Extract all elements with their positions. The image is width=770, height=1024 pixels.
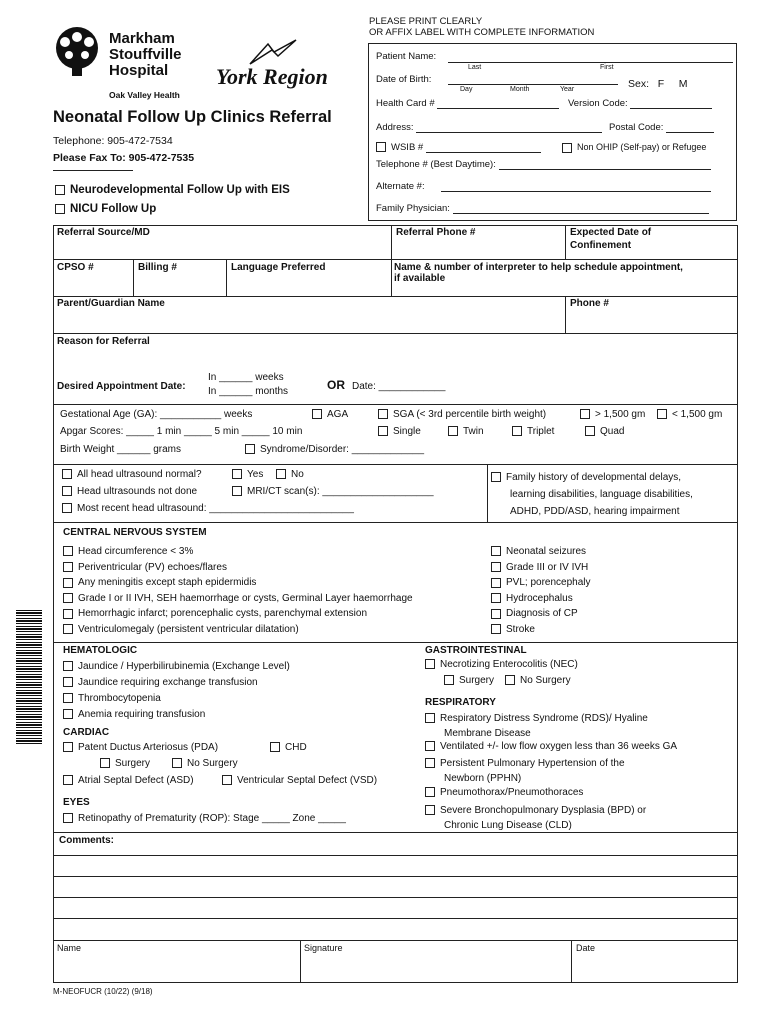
- checkbox[interactable]: [63, 742, 73, 752]
- or-label: OR: [327, 378, 345, 392]
- cns-title: CENTRAL NERVOUS SYSTEM: [63, 527, 207, 538]
- checkbox[interactable]: [63, 624, 73, 634]
- month-label: Month: [510, 86, 530, 93]
- checkbox[interactable]: [63, 677, 73, 687]
- checkbox[interactable]: [378, 426, 388, 436]
- ventilated[interactable]: Ventilated +/- low flow oxygen less than 36 weeks GA: [425, 741, 677, 752]
- list-item[interactable]: [63, 622, 413, 638]
- checkbox[interactable]: [657, 409, 667, 419]
- list-item[interactable]: [491, 591, 591, 607]
- checkbox[interactable]: [425, 787, 435, 797]
- last-label: Last: [468, 64, 482, 71]
- list-item[interactable]: [491, 544, 591, 560]
- checkbox[interactable]: [63, 609, 73, 619]
- list-item[interactable]: [63, 544, 413, 560]
- checkbox[interactable]: [63, 775, 73, 785]
- telephone: Telephone: 905-472-7534: [53, 135, 173, 147]
- family-history[interactable]: Family history of developmental delays, learning disabilities, language disabilities, ADHD, PDD/ASD, hearing impairment: [491, 469, 693, 520]
- checkbox[interactable]: [491, 593, 501, 603]
- apgar-scores: Apgar Scores: _____ 1 min _____ 5 min _____ 10 min: [60, 426, 303, 437]
- checkbox[interactable]: [63, 593, 73, 603]
- rop[interactable]: Retinopathy of Prematurity (ROP): Stage _____ Zone _____: [63, 813, 346, 824]
- list-item[interactable]: [63, 591, 413, 607]
- checkbox[interactable]: [172, 758, 182, 768]
- date-label: Date: [576, 943, 596, 953]
- sga[interactable]: SGA (< 3rd percentile birth weight): [378, 409, 546, 420]
- list-item[interactable]: [63, 575, 413, 591]
- mri[interactable]: MRI/CT scan(s): ____________________: [232, 486, 434, 497]
- checkbox[interactable]: [63, 661, 73, 671]
- health-card: Health Card #: [376, 98, 559, 109]
- item-label: Diagnosis of CP: [506, 608, 578, 620]
- bpd[interactable]: Severe Bronchopulmonary Dysplasia (BPD) or Chronic Lung Disease (CLD): [425, 803, 646, 833]
- list-item[interactable]: [63, 606, 413, 622]
- checkbox[interactable]: [312, 409, 322, 419]
- item-label: Grade III or IV IVH: [506, 561, 589, 573]
- list-item[interactable]: [491, 622, 591, 638]
- checkbox[interactable]: [63, 813, 73, 823]
- list-item[interactable]: [63, 707, 290, 723]
- checkbox[interactable]: [100, 758, 110, 768]
- list-item[interactable]: [63, 560, 413, 576]
- checkbox[interactable]: [232, 486, 242, 496]
- item-label: Any meningitis except staph epidermidis: [78, 577, 257, 589]
- interpreter-label: Name & number of interpreter to help schedule appointment, if available: [394, 262, 683, 284]
- us-yes[interactable]: Yes: [232, 469, 263, 480]
- hospital-sub: Oak Valley Health: [109, 90, 180, 100]
- sex-field: Sex: F M: [628, 78, 688, 90]
- us-not-done[interactable]: Head ultrasounds not done: [62, 486, 197, 497]
- asd[interactable]: Atrial Septal Defect (ASD): [63, 775, 194, 786]
- patient-name-label: Patient Name:: [376, 51, 437, 62]
- address: Address:: [376, 122, 602, 133]
- checkbox[interactable]: [512, 426, 522, 436]
- item-label: Head circumference < 3%: [78, 546, 194, 557]
- eyes-title: EYES: [63, 797, 90, 808]
- item-label: Hemorrhagic infarct; porencephalic cysts, parenchymal extension: [78, 608, 368, 620]
- postal-code: Postal Code:: [609, 122, 714, 133]
- checkbox[interactable]: [270, 742, 280, 752]
- option-neurodevelopmental[interactable]: Neurodevelopmental Follow Up with EIS: [55, 184, 290, 196]
- edc-label: Expected Date of Confinement: [570, 227, 652, 251]
- twin[interactable]: Twin: [448, 426, 484, 437]
- aga[interactable]: AGA: [312, 409, 348, 420]
- checkbox[interactable]: [580, 409, 590, 419]
- first-label: First: [600, 64, 614, 71]
- list-item[interactable]: [63, 659, 290, 675]
- checkbox[interactable]: [491, 624, 501, 634]
- billing-label: Billing #: [138, 262, 177, 273]
- phone-label: Phone #: [570, 298, 609, 309]
- checkbox[interactable]: [62, 503, 72, 513]
- nec[interactable]: Necrotizing Enterocolitis (NEC): [425, 659, 578, 670]
- single[interactable]: Single: [378, 426, 421, 437]
- print-note: PLEASE PRINT CLEARLY OR AFFIX LABEL WITH COMPLETE INFORMATION: [369, 16, 595, 38]
- checkbox[interactable]: [378, 409, 388, 419]
- comments-label: Comments:: [59, 835, 115, 846]
- checkbox[interactable]: [425, 741, 435, 751]
- vsd[interactable]: Ventricular Septal Defect (VSD): [222, 775, 377, 786]
- checkbox[interactable]: [276, 469, 286, 479]
- checkbox[interactable]: [55, 185, 65, 195]
- hospital-name: Markham Stouffville Hospital: [109, 30, 182, 79]
- desired-date-label: Desired Appointment Date:: [57, 381, 186, 392]
- checkbox[interactable]: [585, 426, 595, 436]
- us-normal[interactable]: All head ultrasound normal?: [62, 469, 202, 480]
- item-label: Stroke: [506, 623, 535, 635]
- checkbox[interactable]: [491, 472, 501, 482]
- item-label: Neonatal seizures: [506, 546, 587, 557]
- option-nicu[interactable]: NICU Follow Up: [55, 203, 156, 215]
- checkbox[interactable]: [491, 562, 501, 572]
- checkbox[interactable]: [425, 758, 435, 768]
- checkbox[interactable]: [491, 578, 501, 588]
- checkbox[interactable]: [63, 578, 73, 588]
- family-physician: Family Physician:: [376, 203, 709, 214]
- checkbox[interactable]: [63, 693, 73, 703]
- nec-surgery[interactable]: Surgery: [444, 675, 494, 686]
- cardiac-title: CARDIAC: [63, 727, 110, 738]
- year-label: Year: [560, 86, 575, 93]
- checkbox[interactable]: [376, 142, 386, 152]
- item-label: Jaundice requiring exchange transfusion: [78, 677, 258, 688]
- version-code: Version Code:: [568, 98, 712, 109]
- nec-no-surgery[interactable]: No Surgery: [505, 675, 571, 686]
- desired-in: In ______ weeks In ______ months: [208, 372, 289, 397]
- referral-phone-label: Referral Phone #: [396, 227, 476, 238]
- checkbox[interactable]: [63, 546, 73, 556]
- language-label: Language Preferred: [231, 262, 326, 273]
- non-ohip[interactable]: Non OHIP (Self-pay) or Refugee: [562, 142, 706, 153]
- pda-surgery[interactable]: Surgery: [100, 758, 150, 769]
- york-region-logo: York Region: [216, 64, 328, 89]
- checkbox[interactable]: [55, 204, 65, 214]
- checkbox[interactable]: [491, 546, 501, 556]
- barcode-icon: [16, 610, 42, 745]
- birth-weight: Birth Weight ______ grams: [60, 444, 181, 455]
- checkbox[interactable]: [425, 659, 435, 669]
- day-label: Day: [460, 86, 473, 93]
- under-1500[interactable]: < 1,500 gm: [657, 409, 722, 420]
- checkbox[interactable]: [62, 469, 72, 479]
- triplet[interactable]: Triplet: [512, 426, 554, 437]
- checkbox[interactable]: [425, 805, 435, 815]
- list-item[interactable]: [63, 675, 290, 691]
- name-label: Name: [57, 943, 82, 953]
- signature-label: Signature: [304, 943, 343, 953]
- form-code: M-NEOFUCR (10/22) (9/18): [53, 987, 153, 996]
- item-label: Thrombocytopenia: [78, 693, 161, 704]
- date-field: Date: ____________: [352, 381, 446, 392]
- list-item[interactable]: [63, 691, 290, 707]
- telephone-best: Telephone # (Best Daytime):: [376, 159, 711, 170]
- us-no[interactable]: No: [276, 469, 304, 480]
- rds[interactable]: Respiratory Distress Syndrome (RDS)/ Hyaline Membrane Disease: [425, 711, 648, 741]
- alternate: Alternate #:: [376, 181, 711, 192]
- checkbox[interactable]: [491, 609, 501, 619]
- list-item[interactable]: [491, 560, 591, 576]
- over-1500[interactable]: > 1,500 gm: [580, 409, 645, 420]
- reason-label: Reason for Referral: [57, 336, 150, 347]
- quad[interactable]: Quad: [585, 426, 624, 437]
- checkbox[interactable]: [245, 444, 255, 454]
- hospital-logo-icon: [52, 26, 102, 78]
- checkbox[interactable]: [232, 469, 242, 479]
- chd[interactable]: CHD: [270, 742, 307, 753]
- item-label: Periventricular (PV) echoes/flares: [78, 561, 227, 573]
- checkbox[interactable]: [63, 562, 73, 572]
- item-label: Anemia requiring transfusion: [78, 709, 206, 720]
- checkbox[interactable]: [444, 675, 454, 685]
- fax: Please Fax To: 905-472-7535: [53, 152, 195, 164]
- checkbox[interactable]: [562, 143, 572, 153]
- pneumothorax[interactable]: Pneumothorax/Pneumothoraces: [425, 787, 583, 798]
- checkbox[interactable]: [505, 675, 515, 685]
- item-label: Hydrocephalus: [506, 592, 573, 604]
- list-item[interactable]: [491, 606, 591, 622]
- referral-source-label: Referral Source/MD: [57, 227, 150, 238]
- pda[interactable]: Patent Ductus Arteriosus (PDA): [63, 742, 218, 753]
- checkbox[interactable]: [448, 426, 458, 436]
- checkbox[interactable]: [62, 486, 72, 496]
- hema-title: HEMATOLOGIC: [63, 645, 138, 656]
- list-item[interactable]: [491, 575, 591, 591]
- item-label: Ventriculomegaly (persistent ventricular dilatation): [78, 623, 299, 635]
- form-title: Neonatal Follow Up Clinics Referral: [53, 108, 332, 126]
- resp-title: RESPIRATORY: [425, 697, 496, 708]
- gi-title: GASTROINTESTINAL: [425, 645, 527, 656]
- syndrome[interactable]: Syndrome/Disorder: _____________: [245, 444, 424, 455]
- pda-no-surgery[interactable]: No Surgery: [172, 758, 238, 769]
- parent-label: Parent/Guardian Name: [57, 298, 165, 309]
- pphn[interactable]: Persistent Pulmonary Hypertension of the Newborn (PPHN): [425, 756, 625, 786]
- item-label: Grade I or II IVH, SEH haemorrhage or cysts, Germinal Layer haemorrhage: [78, 592, 413, 604]
- checkbox[interactable]: [425, 713, 435, 723]
- item-label: Jaundice / Hyperbilirubinemia (Exchange Level): [78, 661, 290, 672]
- us-recent[interactable]: Most recent head ultrasound: __________________________: [62, 503, 354, 514]
- gestational-age: Gestational Age (GA): ___________ weeks: [60, 409, 253, 420]
- item-label: PVL; porencephaly: [506, 577, 591, 589]
- dob-label: Date of Birth:: [376, 74, 432, 85]
- cpso-label: CPSO #: [57, 262, 94, 273]
- checkbox[interactable]: [222, 775, 232, 785]
- checkbox[interactable]: [63, 709, 73, 719]
- wsib[interactable]: WSIB #: [376, 142, 541, 153]
